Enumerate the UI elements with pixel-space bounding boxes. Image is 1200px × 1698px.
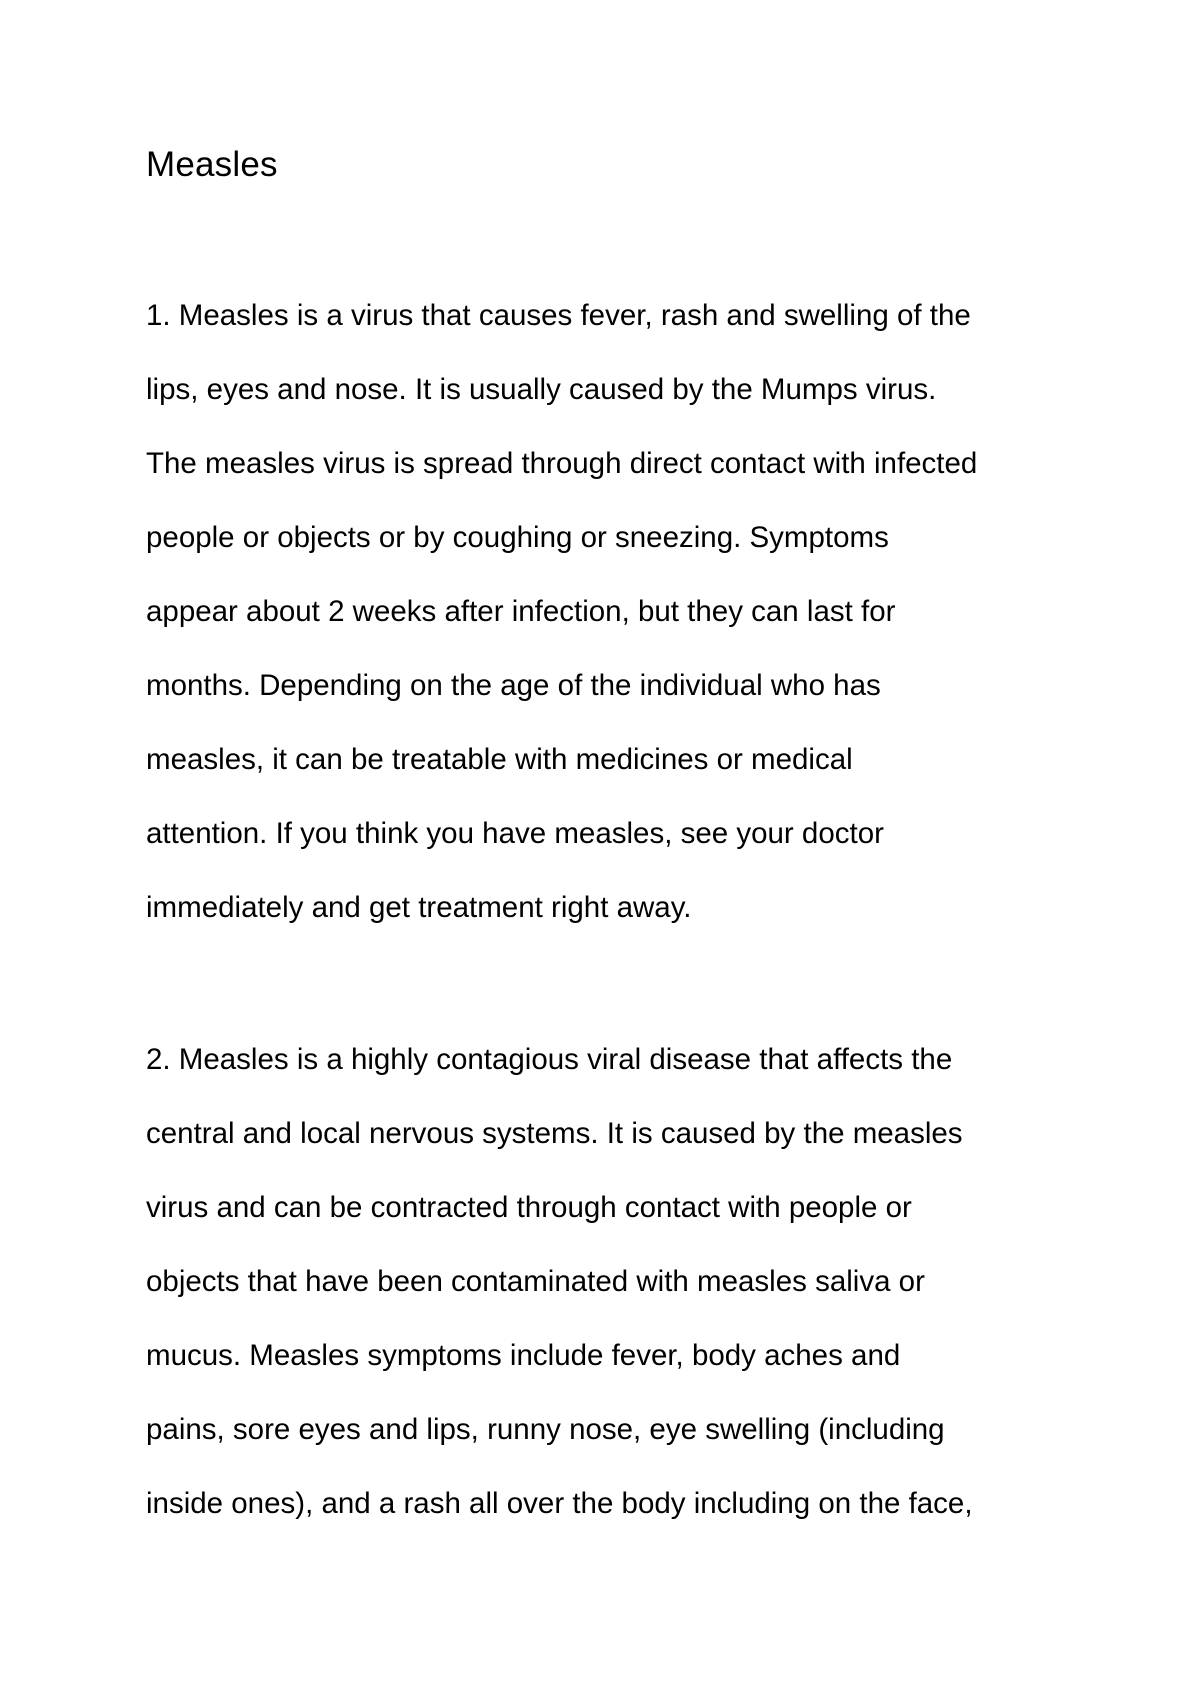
paragraph-line: mucus. Measles symptoms include fever, body aches and bbox=[146, 1339, 901, 1372]
paragraph-line: lips, eyes and nose. It is usually caused by the Mumps virus. bbox=[146, 373, 937, 406]
paragraph-line: measles, it can be treatable with medicines or medical bbox=[146, 743, 853, 776]
paragraph-1 bbox=[146, 298, 1096, 964]
paragraph-2 bbox=[146, 1042, 1096, 1560]
paragraph-line: virus and can be contracted through contact with people or bbox=[146, 1191, 912, 1224]
paragraph-line: 2. Measles is a highly contagious viral disease that affects the bbox=[146, 1043, 953, 1076]
paragraph-line: immediately and get treatment right away. bbox=[146, 891, 692, 924]
paragraph-line: attention. If you think you have measles, see your doctor bbox=[146, 817, 884, 850]
paragraph-line: inside ones), and a rash all over the body including on the face, bbox=[146, 1487, 973, 1520]
paragraph-line: appear about 2 weeks after infection, but they can last for bbox=[146, 595, 896, 628]
paragraph-line: pains, sore eyes and lips, runny nose, eye swelling (including bbox=[146, 1413, 945, 1446]
paragraph-line: people or objects or by coughing or sneezing. Symptoms bbox=[146, 521, 889, 554]
document-title: Measles bbox=[146, 145, 278, 184]
paragraph-line: central and local nervous systems. It is caused by the measles bbox=[146, 1117, 963, 1150]
paragraph-line: objects that have been contaminated with measles saliva or bbox=[146, 1265, 925, 1298]
paragraph-line: The measles virus is spread through direct contact with infected bbox=[146, 447, 978, 480]
paragraph-line: 1. Measles is a virus that causes fever, rash and swelling of the bbox=[146, 299, 971, 332]
paragraph-line: months. Depending on the age of the individual who has bbox=[146, 669, 881, 702]
